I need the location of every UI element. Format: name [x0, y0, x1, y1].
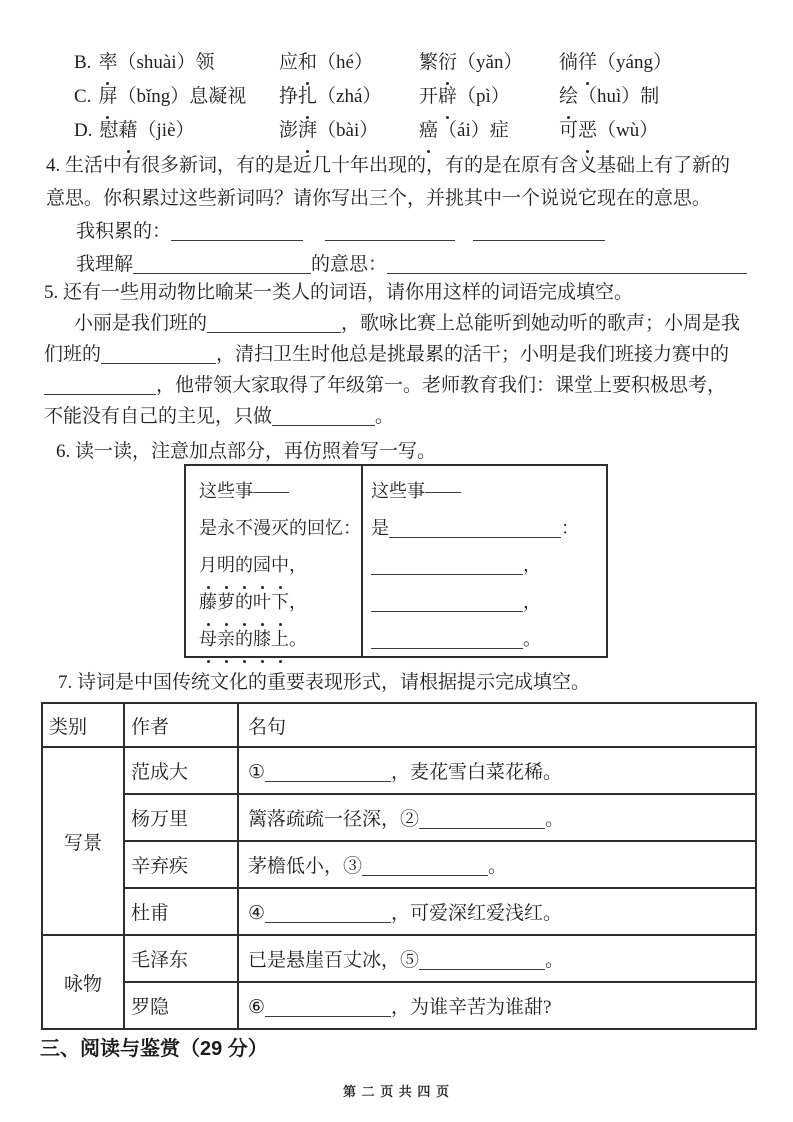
blank-underline	[473, 221, 605, 241]
header-cell-verse: 名句	[238, 703, 756, 747]
question-4-answer-line-2: 我理解 的意思：	[46, 248, 747, 281]
option-b-label: B.	[74, 52, 92, 73]
poetry-table-header-row	[42, 703, 756, 747]
question-5-line-1: 小丽是我们班的 ，歌咏比赛上总能听到她动听的歌声；小周是我	[74, 313, 741, 334]
blank-underline	[272, 406, 375, 426]
blank-underline	[371, 630, 523, 649]
blank-underline	[265, 903, 391, 923]
answer-line: 。	[371, 621, 602, 658]
blank-underline	[265, 997, 391, 1017]
table-row	[42, 982, 756, 1029]
poem-line-dotted: 藤萝的叶下，	[199, 584, 357, 621]
question-4-block	[46, 149, 747, 281]
question-6-heading: 6. 读一读，注意加点部分，再仿照着写一写。	[56, 441, 437, 462]
imitation-table-right-column	[363, 466, 606, 656]
header-cell-author: 作者	[124, 703, 238, 747]
option-b-item-2: 应和（hé）	[279, 46, 419, 80]
table-row	[42, 935, 756, 982]
author-cell: 范成大	[124, 747, 238, 794]
question-5-line-3: ，他带领大家取得了年级第一。老师教育我们：课堂上要积极思考，	[44, 370, 740, 401]
blank-underline	[419, 809, 545, 829]
question-4-answer-line-1: 我积累的：	[46, 215, 747, 248]
header-cell-category: 类别	[42, 703, 124, 747]
blank-underline	[101, 344, 216, 364]
poem-line-dotted: 母亲的膝上。	[199, 621, 357, 658]
question-4-stem-line-1: 4. 生活中有很多新词，有的是近几十年出现的，有的是在原有含义基础上有了新的	[46, 155, 731, 176]
option-c-item-3: 开辟（pì）	[419, 80, 559, 114]
option-c-item-1	[74, 80, 279, 114]
verse-cell: ⑥ ，为谁辛苦为谁甜?	[238, 982, 756, 1029]
blank-underline	[133, 254, 311, 274]
option-b-word-1: 率（shuài）领	[98, 52, 214, 73]
category-cell-scenery: 写景	[42, 747, 124, 935]
option-b-item-4: 徜徉（yáng）	[559, 46, 672, 80]
poem-line: 是永不漫灭的回忆：	[199, 518, 361, 538]
option-row-c	[74, 80, 672, 114]
blank-underline	[325, 221, 455, 241]
blank-underline	[171, 221, 303, 241]
option-row-d	[74, 114, 672, 148]
blank-underline	[362, 856, 488, 876]
blank-underline	[44, 375, 156, 395]
option-d-item-4: 可恶（wù）	[559, 114, 672, 148]
category-cell-object: 咏物	[42, 935, 124, 1029]
imitation-writing-table	[184, 464, 608, 658]
blank-underline	[371, 556, 523, 575]
option-c-item-4: 绘（huì）制	[559, 80, 672, 114]
author-cell: 杜甫	[124, 888, 238, 935]
section-3-heading: 三、阅读与鉴赏（29 分）	[40, 1038, 268, 1060]
verse-cell: ① ，麦花雪白菜花稀。	[238, 747, 756, 794]
verse-cell: 篱落疏疏一径深，② 。	[238, 794, 756, 841]
verse-cell: 茅檐低小，③ 。	[238, 841, 756, 888]
option-d-word-1: 慰藉（jiè）	[99, 120, 194, 141]
blank-underline	[387, 254, 747, 274]
table-row	[42, 888, 756, 935]
option-c-item-2: 挣扎（zhá）	[279, 80, 419, 114]
question-5-stem: 5. 还有一些用动物比喻某一类人的词语，请你用这样的词语完成填空。	[44, 282, 634, 303]
poem-line-dotted: 月明的园中，	[199, 547, 357, 584]
author-cell: 杨万里	[124, 794, 238, 841]
question-5-line-2: 们班的 ，清扫卫生时他总是挑最累的活干；小明是我们班接力赛中的	[44, 344, 730, 365]
answer-line: 是 ：	[371, 518, 579, 538]
pinyin-options-block	[74, 46, 672, 148]
blank-underline	[371, 593, 523, 612]
poem-line: 这些事——	[199, 481, 289, 501]
option-d-item-2: 澎湃（bài）	[279, 114, 419, 148]
question-4-stem-line-2: 意思。你积累过这些新词吗？请你写出三个，并挑其中一个说说它现在的意思。	[46, 188, 712, 209]
question-7-heading: 7. 诗词是中国传统文化的重要表现形式，请根据提示完成填空。	[58, 672, 591, 693]
verse-cell: ④ ，可爱深红爱浅红。	[238, 888, 756, 935]
author-cell: 罗隐	[124, 982, 238, 1029]
answer-line: ，	[371, 584, 602, 621]
verse-cell: 已是悬崖百丈冰，⑤ 。	[238, 935, 756, 982]
blank-underline	[389, 519, 561, 538]
page-footer: 第 二 页 共 四 页	[342, 1084, 451, 1099]
option-d-item-3: 癌（ái）症	[419, 114, 559, 148]
author-cell: 毛泽东	[124, 935, 238, 982]
option-row-b	[74, 46, 672, 80]
option-b-item-1	[74, 46, 279, 80]
table-row	[42, 841, 756, 888]
author-cell: 辛弃疾	[124, 841, 238, 888]
poetry-table	[41, 702, 757, 1030]
answer-line: ，	[371, 547, 602, 584]
question-5-line-4: 不能没有自己的主见，只做 。	[44, 406, 395, 427]
table-row	[42, 747, 756, 794]
answer-line: 这些事——	[371, 481, 461, 501]
option-b-item-3: 繁衍（yǎn）	[419, 46, 559, 80]
option-d-item-1	[74, 114, 279, 148]
blank-underline	[419, 950, 545, 970]
option-c-word-1: 屏（bǐng）息凝视	[98, 86, 246, 107]
question-5-block	[44, 277, 740, 432]
option-d-label: D.	[74, 120, 93, 141]
option-c-label: C.	[74, 86, 92, 107]
blank-underline	[265, 762, 391, 782]
blank-underline	[207, 313, 341, 333]
table-row	[42, 794, 756, 841]
imitation-table-left-column	[186, 466, 363, 656]
